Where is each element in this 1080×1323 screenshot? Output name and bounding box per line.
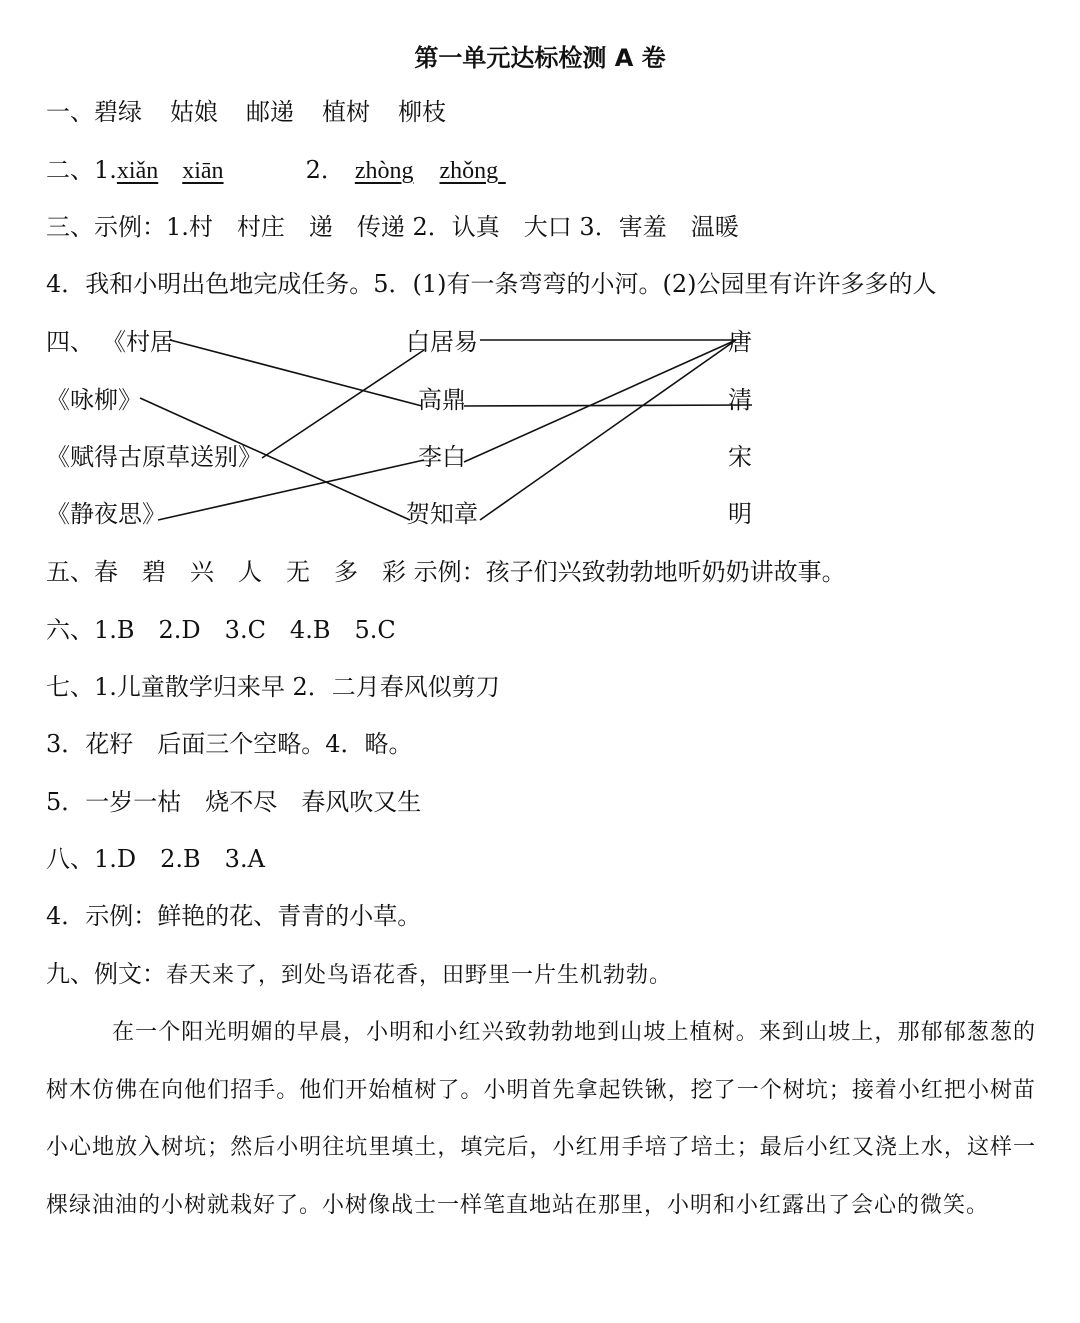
pinyin-answer: zhǒng bbox=[439, 158, 499, 184]
poet-name: 贺知章 bbox=[406, 500, 478, 528]
match-line bbox=[464, 405, 752, 406]
word: 邮递 bbox=[246, 98, 294, 126]
section-4-label: 四、 bbox=[46, 328, 94, 356]
poet-name: 李白 bbox=[418, 443, 466, 471]
page-title: 第一单元达标检测 A 卷 bbox=[414, 44, 666, 72]
essay-lead: 春天来了，到处鸟语花香，田野里一片生机勃勃。 bbox=[166, 963, 673, 988]
word: 植树 bbox=[322, 98, 370, 126]
poem-title: 《咏柳》 bbox=[46, 386, 142, 414]
section-3-line-1: 三、示例：1.村 村庄 递 传递 2．认真 大口 3．害羞 温暖 bbox=[46, 213, 739, 241]
section-8-line-1: 八、1.D 2.B 3.A bbox=[46, 845, 265, 873]
pinyin-answer: xiān bbox=[182, 158, 224, 184]
section-8-line-2: 4．示例：鲜艳的花、青青的小草。 bbox=[46, 902, 422, 930]
essay-body: 在一个阳光明媚的早晨，小明和小红兴致勃勃地到山坡上植树。来到山坡上，那郁郁葱葱的树木仿佛在向他们招手。他们开始植树了。小明首先拿起铁锹，挖了一个树坑；接着小红把小树苗小心地放入树坑；然后小明往坑里填土，填完后，小红用手培了培土；最后小红又浇上水，这样一棵绿油油的小树就栽好了。小树像战士一样笔直地站在那里，小明和小红露出了会心的微笑。 bbox=[46, 1020, 1036, 1218]
section-7-line-1: 七、1.儿童散学归来早 2．二月春风似剪刀 bbox=[46, 673, 500, 701]
section-2-label: 二、 bbox=[46, 156, 94, 184]
pinyin-answer: zhòng bbox=[354, 158, 414, 184]
item-number: 2． bbox=[305, 156, 345, 184]
poet-name: 白居易 bbox=[406, 328, 478, 356]
poem-title: 《赋得古原草送别》 bbox=[46, 443, 262, 471]
match-line bbox=[158, 460, 424, 520]
dynasty: 唐 bbox=[728, 328, 752, 356]
section-3-line-2: 4．我和小明出色地完成任务。5．(1)有一条弯弯的小河。(2)公园里有许许多多的人 bbox=[46, 270, 937, 298]
section-5: 五、春 碧 兴 人 无 多 彩 示例：孩子们兴致勃勃地听奶奶讲故事。 bbox=[46, 558, 846, 586]
item-number: 1. bbox=[94, 156, 117, 184]
section-9-label: 九、例文： bbox=[46, 960, 166, 988]
poem-title: 《静夜思》 bbox=[46, 500, 166, 528]
poem-title: 《村居 bbox=[102, 328, 174, 356]
word: 姑娘 bbox=[170, 98, 218, 126]
section-6: 六、1.B 2.D 3.C 4.B 5.C bbox=[46, 616, 396, 644]
section-7-line-3: 5．一岁一枯 烧不尽 春风吹又生 bbox=[46, 788, 422, 816]
pinyin-answer: xiǎn bbox=[116, 158, 159, 184]
section-9-heading bbox=[46, 958, 672, 992]
section-7-line-2: 3．花籽 后面三个空略。4．略。 bbox=[46, 730, 413, 758]
dynasty: 宋 bbox=[728, 443, 752, 471]
match-line bbox=[170, 340, 422, 406]
match-line bbox=[140, 398, 410, 520]
section-1-label: 一、 bbox=[46, 98, 94, 126]
match-line bbox=[480, 340, 736, 520]
match-line bbox=[464, 340, 736, 462]
word: 柳枝 bbox=[398, 98, 446, 126]
poet-name: 高鼎 bbox=[418, 386, 466, 414]
match-line bbox=[262, 350, 424, 458]
word: 碧绿 bbox=[94, 98, 142, 126]
dynasty: 明 bbox=[728, 500, 752, 528]
dynasty: 清 bbox=[728, 386, 752, 414]
